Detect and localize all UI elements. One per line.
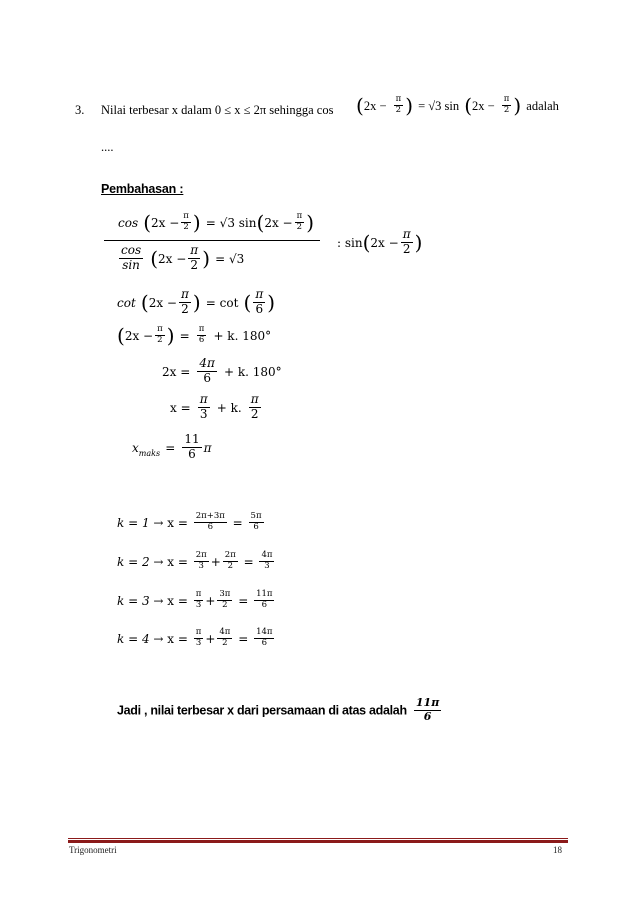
conclusion-fraction: $\frac{11\pi}{6}$: [415, 696, 440, 723]
problem-text-end: adalah: [526, 99, 559, 113]
step-line-1: cos (2x − $\frac{\pi}{2}$ ) = √3 sin(2x − $\frac{\pi}{2}$ ): [118, 210, 314, 235]
case-fraction: $\frac{2\pi+3\pi}{6}$: [195, 511, 225, 532]
pi-over-3-fraction: $\frac{\pi}{3}$: [199, 392, 208, 421]
left-paren: (: [464, 93, 472, 118]
plus-operator: +: [210, 555, 221, 569]
pi-over-2-fraction: $\frac{\pi}{2}$: [157, 324, 163, 345]
k-value: k = 2: [117, 555, 154, 569]
problem-equation: [356, 95, 559, 116]
k-value: k = 1: [117, 516, 154, 530]
equals-sqrt3-sin: = √3 sin: [418, 99, 460, 113]
step-line-4: (2x − $\frac{\pi}{2}$ ) = $\frac{\pi}{6}$ + k. 180°: [117, 323, 272, 348]
step-line-7: $x_{maks}$ = $\frac{11}{6}$ π: [132, 432, 212, 461]
k-value: k = 4: [117, 632, 154, 646]
case-fraction: $\frac{14\pi}{6}$: [256, 627, 273, 648]
case-fraction: $\frac{4\pi}{2}$: [219, 627, 231, 648]
cos-over-sin-fraction: $\frac{\cos}{\sin}$: [121, 243, 142, 272]
case-fraction: $\frac{11\pi}{6}$: [256, 589, 273, 610]
footer-title: Trigonometri: [69, 845, 117, 855]
pi-over-2-fraction: $\frac{\pi}{2}$: [395, 94, 402, 115]
k-case-row: [117, 512, 266, 533]
step-line-3: cot (2x − $\frac{\pi}{2}$ ) = cot ( $\frac{\pi}{6}$ ): [117, 287, 276, 316]
step-line-5: 2x = $\frac{4\pi}{6}$ + k. 180°: [162, 356, 282, 385]
step-line-2: $\frac{\cos}{\sin}$ (2x − $\frac{\pi}{2}$ ) = √3: [121, 243, 245, 272]
case-fraction: $\frac{3\pi}{2}$: [219, 589, 231, 610]
case-fraction: $\frac{\pi}{3}$: [195, 589, 202, 610]
plus-operator: +: [205, 594, 216, 608]
case-fraction: $\frac{2\pi}{2}$: [224, 550, 236, 571]
page-number: 18: [553, 845, 562, 855]
problem-arg-a: 2x −: [363, 99, 387, 113]
arrow-x-equals: → x =: [153, 594, 192, 608]
footer-rule-thin: [68, 838, 568, 839]
k-case-row: [117, 551, 276, 572]
pi-over-2-fraction: $\frac{\pi}{2}$: [183, 211, 189, 232]
right-paren: ): [405, 93, 413, 118]
problem-text: [101, 103, 333, 118]
problem-text-start: Nilai terbesar x dalam 0 ≤ x ≤ 2π sehingga cos: [101, 103, 334, 117]
pi-over-2-fraction: $\frac{\pi}{2}$: [402, 227, 411, 256]
pi-over-2-fraction: $\frac{\pi}{2}$: [190, 243, 199, 272]
left-paren: (: [356, 93, 364, 118]
pi-over-2-fraction: $\frac{\pi}{2}$: [296, 211, 303, 232]
conclusion: [117, 697, 443, 723]
conclusion-text: Jadi , nilai terbesar x dari persamaan di atas adalah: [117, 703, 407, 718]
problem-number: 3.: [75, 103, 85, 117]
division-rule: [104, 240, 320, 241]
k-case-row: [117, 628, 276, 649]
right-paren: ): [513, 93, 522, 118]
pembahasan-heading: Pembahasan :: [101, 182, 184, 196]
plus-operator: +: [205, 632, 216, 646]
problem-dots: ....: [101, 140, 114, 154]
k-value: k = 3: [117, 594, 154, 608]
arrow-x-equals: → x =: [153, 516, 192, 530]
step-line-6: x = $\frac{\pi}{3}$ + k. $\frac{\pi}{2}$: [170, 392, 259, 421]
case-fraction: $\frac{2\pi}{3}$: [195, 550, 207, 571]
4pi-over-6-fraction: $\frac{4\pi}{6}$: [199, 356, 215, 385]
pi-over-2-fraction: $\frac{\pi}{2}$: [503, 94, 510, 115]
equals-sign: =: [228, 516, 247, 530]
11-over-6-fraction: $\frac{11}{6}$: [184, 432, 200, 461]
pi-over-6-fraction: $\frac{\pi}{6}$: [198, 324, 205, 345]
pi-over-6-fraction: $\frac{\pi}{6}$: [255, 287, 264, 316]
equals-sign: =: [234, 632, 253, 646]
case-fraction: $\frac{\pi}{3}$: [195, 627, 202, 648]
problem-arg-b: 2x −: [472, 99, 495, 113]
k-case-row: [117, 590, 276, 611]
arrow-x-equals: → x =: [153, 632, 192, 646]
case-fraction: $\frac{5\pi}{6}$: [250, 511, 262, 532]
pi-over-2-fraction: $\frac{\pi}{2}$: [250, 392, 259, 421]
equals-sign: =: [234, 594, 253, 608]
arrow-x-equals: → x =: [153, 555, 192, 569]
pi-over-2-fraction: $\frac{\pi}{2}$: [180, 287, 189, 316]
footer-rule-thick: [68, 840, 568, 843]
case-fraction: $\frac{4\pi}{3}$: [261, 550, 273, 571]
equals-sign: =: [239, 555, 258, 569]
divisor-note: : sin(2x − $\frac{\pi}{2}$ ): [337, 227, 423, 256]
